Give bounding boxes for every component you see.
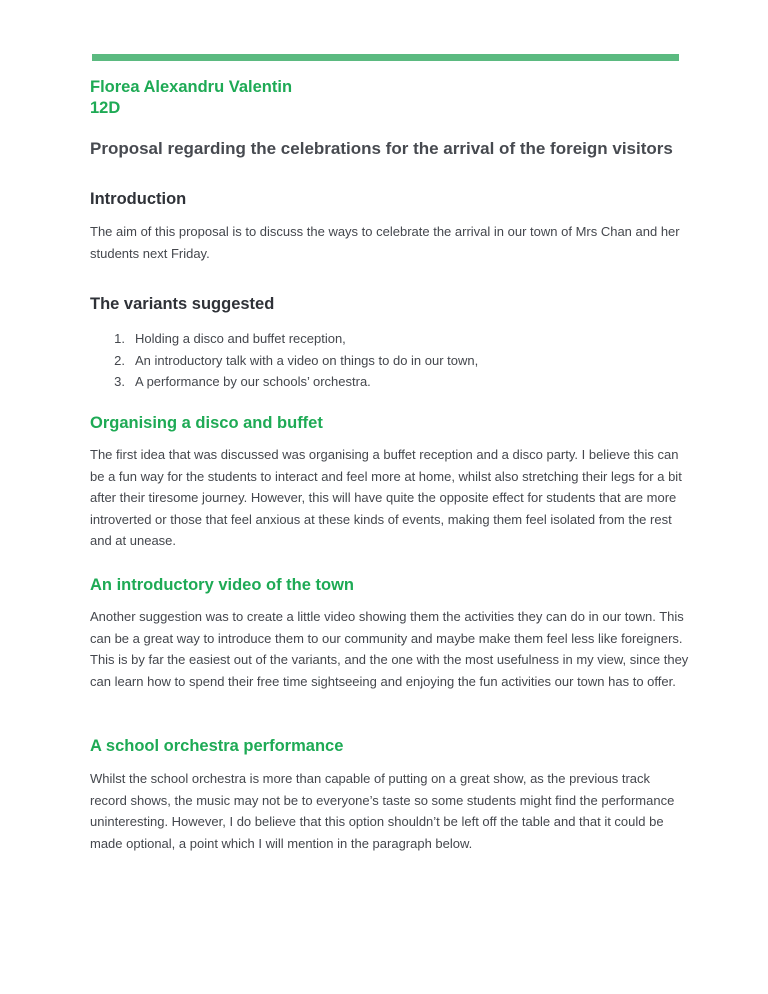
- document-title: Proposal regarding the celebrations for the arrival of the foreign visitors: [90, 139, 673, 158]
- author-class: 12D: [90, 99, 121, 117]
- header-accent-bar: [92, 54, 679, 61]
- disco-buffet-heading: Organising a disco and buffet: [90, 414, 323, 432]
- list-item-number: 2.: [114, 352, 125, 368]
- list-item: [90, 350, 478, 372]
- author-block: [90, 77, 292, 119]
- list-item: [90, 328, 478, 350]
- town-video-paragraph: Another suggestion was to create a little video showing them the activities they can do in our town. This can be a great way to introduce them to our community and maybe make them feel less like foreigners. This is by far the easiest out of the variants, and the one with the most usefulness in my view, since they can learn how to spend their free time sightseeing and enjoying the fun activities our town has to offer.: [90, 609, 689, 689]
- variants-heading: The variants suggested: [90, 295, 275, 313]
- orchestra-heading: A school orchestra performance: [90, 737, 344, 755]
- town-video-heading: An introductory video of the town: [90, 576, 354, 594]
- list-item-number: 3.: [114, 374, 125, 390]
- orchestra-paragraph: Whilst the school orchestra is more than capable of putting on a great show, as the previous track record shows, the music may not be to everyone’s taste so some students might find the performance uninteresting. However, I do believe that this option shouldn’t be left off the table and that it could be made optional, a point which I will mention in the paragraph below.: [90, 771, 675, 851]
- introduction-heading: Introduction: [90, 190, 187, 208]
- list-item: [90, 371, 478, 393]
- variants-list: [90, 328, 478, 393]
- introduction-paragraph: The aim of this proposal is to discuss the ways to celebrate the arrival in our town of Mrs Chan and her students next Friday.: [90, 224, 680, 261]
- list-item-text: A performance by our schools’ orchestra.: [135, 374, 371, 390]
- list-item-text: Holding a disco and buffet reception,: [135, 331, 346, 346]
- list-item-text: An introductory talk with a video on things to do in our town,: [135, 352, 479, 368]
- disco-buffet-paragraph: The first idea that was discussed was organising a buffet reception and a disco party. I believe this can be a fun way for the students to interact and feel more at home, whilst also stretching their legs for a bit after their tiresome journey. However, this will have quite the opposite effect for students that are more introverted or those that feel anxious at these kinds of events, making them feel isolated from the rest and at unease.: [90, 447, 682, 549]
- list-item-number: 1.: [114, 331, 125, 346]
- author-name: Florea Alexandru Valentin: [90, 78, 293, 96]
